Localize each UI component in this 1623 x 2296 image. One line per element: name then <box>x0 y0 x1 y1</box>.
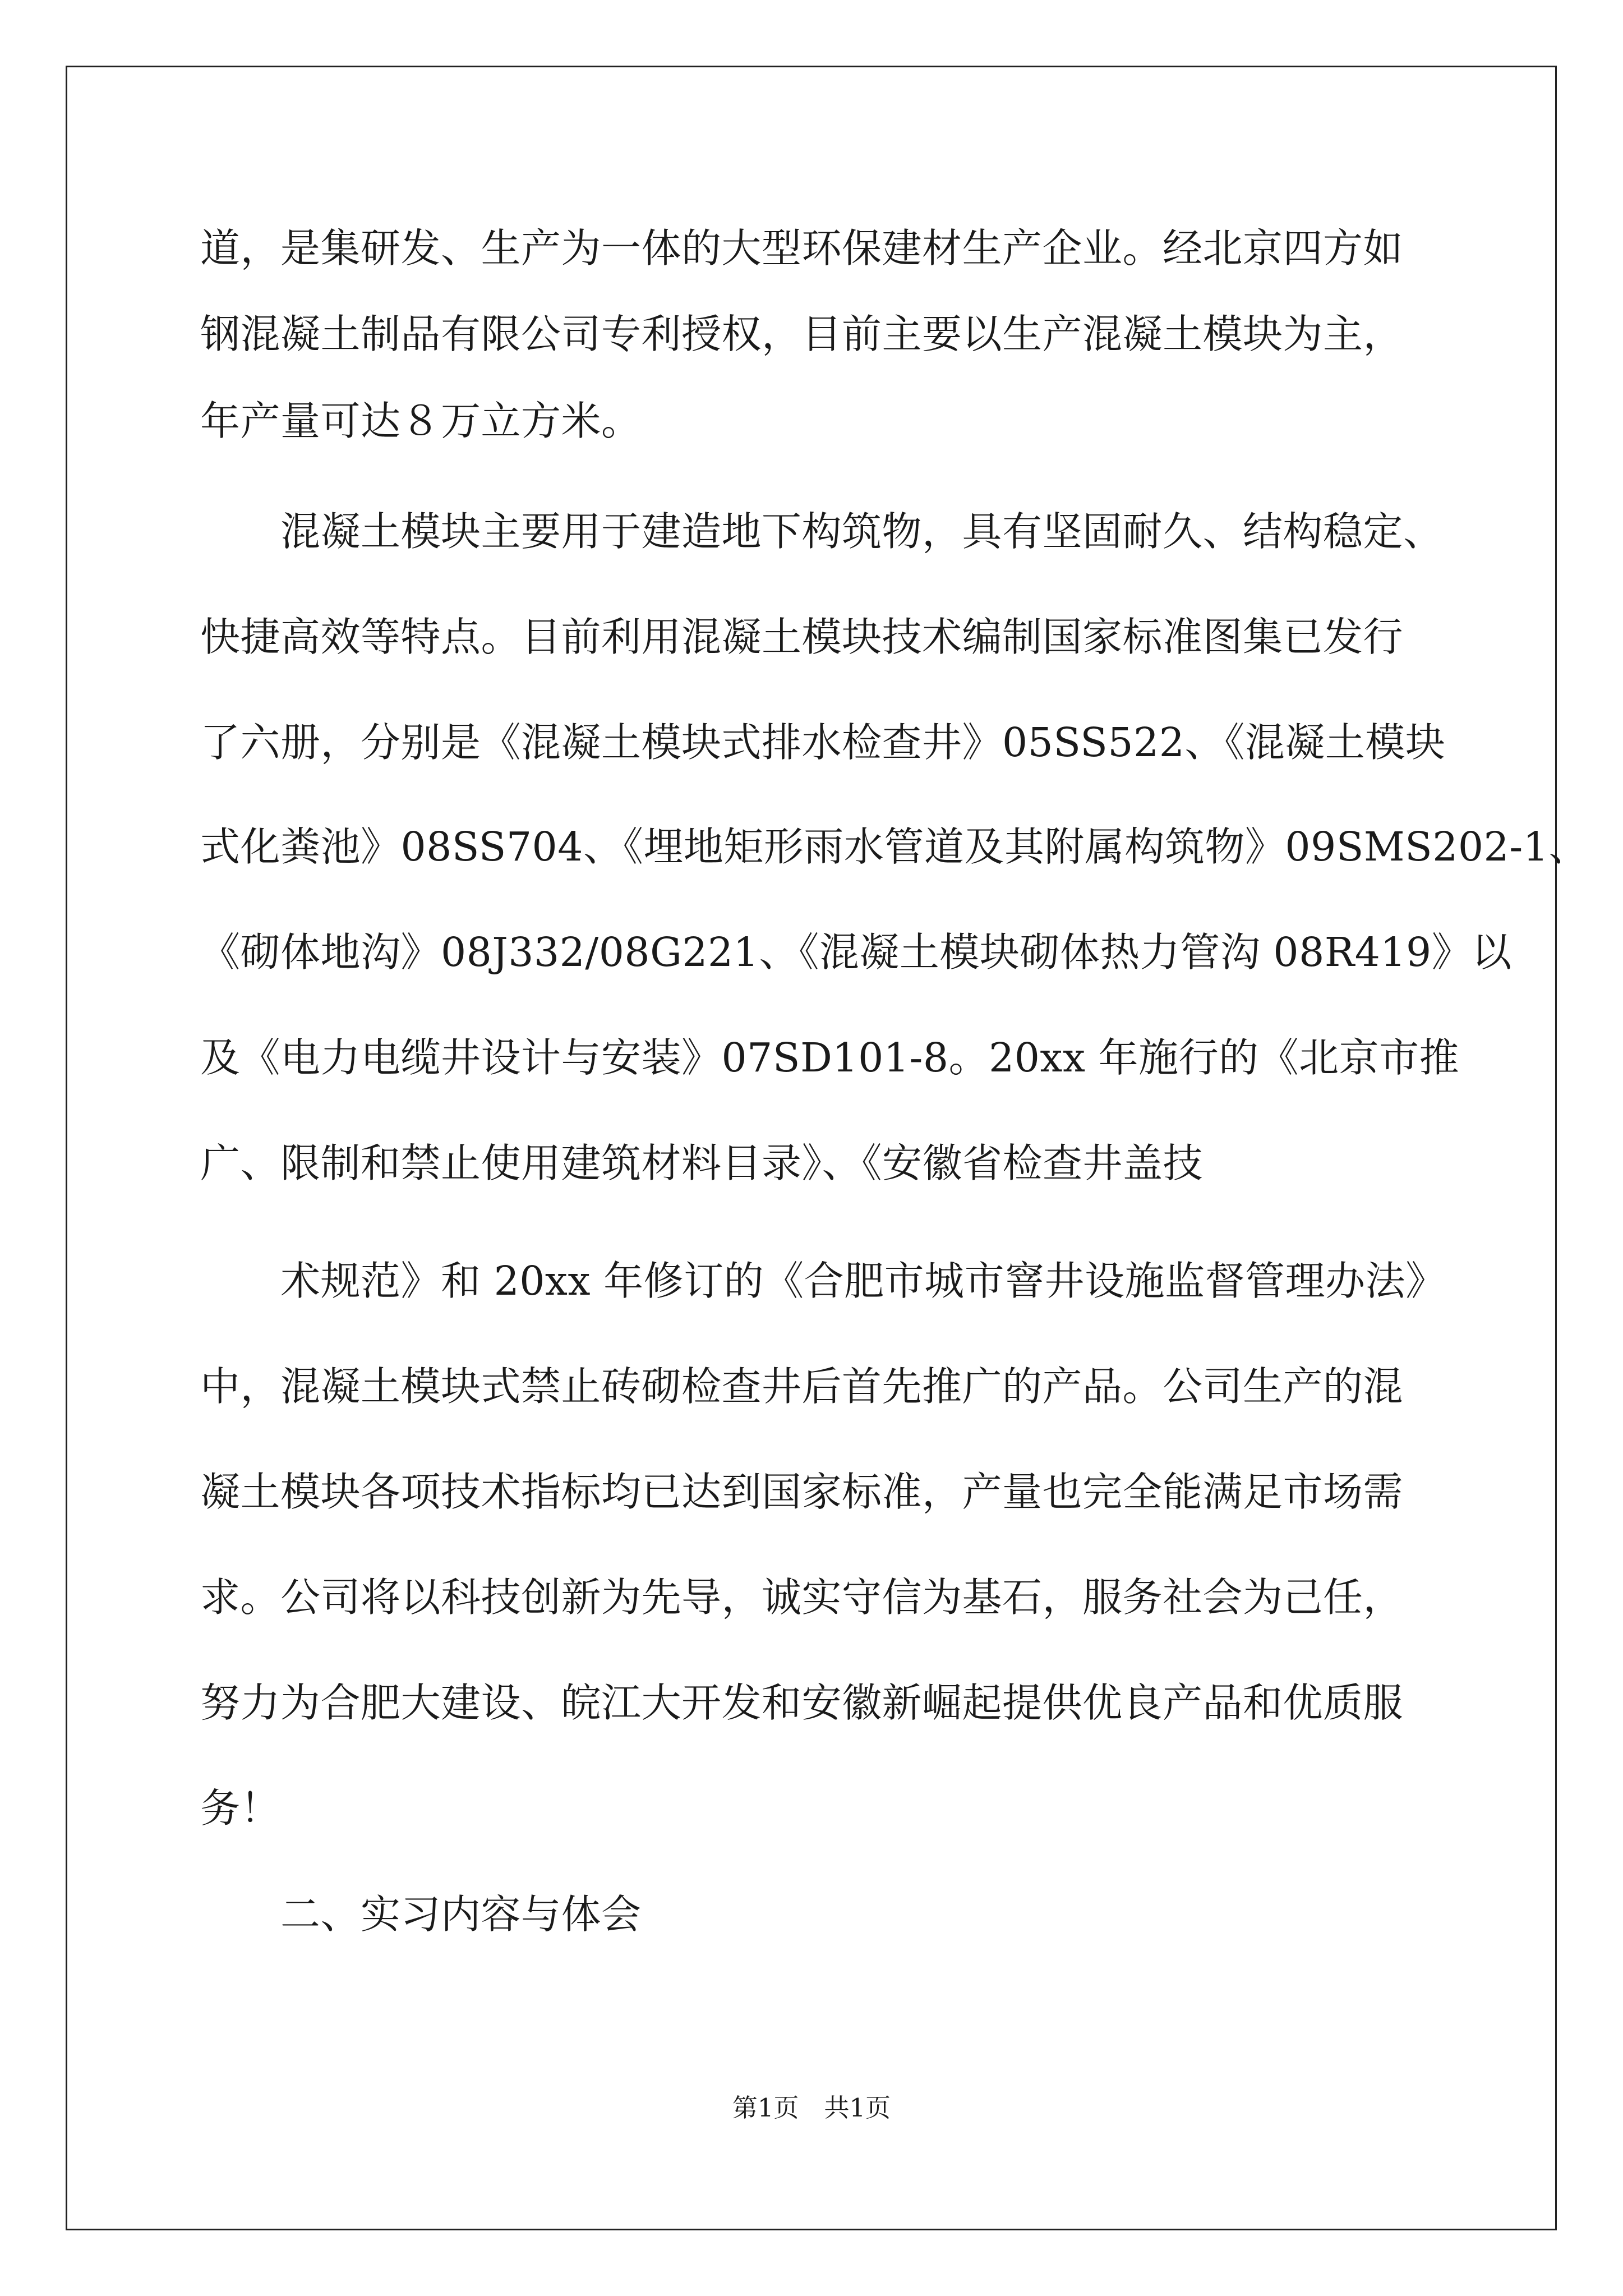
text-line: 求。公司将以科技创新为先导，诚实守信为基石，服务社会为己任， <box>200 1574 1404 1621</box>
text-line: 钢混凝土制品有限公司专利授权，目前主要以生产混凝土模块为主， <box>200 311 1404 357</box>
text-line: 凝土模块各项技术指标均已达到国家标准，产量也完全能满足市场需 <box>200 1469 1404 1515</box>
page-number-footer: 第1页 共1页 <box>732 2093 891 2123</box>
text-line: 术规范》和 20xx 年修订的《合肥市城市窨井设施监督管理办法》 <box>280 1258 1446 1304</box>
text-line: 式化粪池》08SS704、《埋地矩形雨水管道及其附属构筑物》09SMS202-1、 <box>200 823 1589 870</box>
text-line: 快捷高效等特点。目前利用混凝土模块技术编制国家标准图集已发行 <box>200 614 1404 660</box>
text-line: 年产量可达８万立方米。 <box>200 398 642 444</box>
paragraph-start-line: 混凝土模块主要用于建造地下构筑物，具有坚固耐久、结构稳定、 <box>280 508 1444 555</box>
text-line: 努力为合肥大建设、皖江大开发和安徽新崛起提供优良产品和优质服 <box>200 1680 1404 1726</box>
text-line: 中，混凝土模块式禁止砖砌检查井后首先推广的产品。公司生产的混 <box>200 1363 1404 1410</box>
section-heading: 二、实习内容与体会 <box>280 1891 642 1938</box>
text-line: 了六册，分别是《混凝土模块式排水检查井》05SS522、《混凝土模块 <box>200 719 1446 766</box>
text-line: 道，是集研发、生产为一体的大型环保建材生产企业。经北京四方如 <box>200 225 1404 272</box>
text-line: 《砌体地沟》08J332/08G221、《混凝土模块砌体热力管沟 08R419》以 <box>200 929 1512 976</box>
text-line: 及《电力电缆井设计与安装》07SD101-8。20xx 年施行的《北京市推 <box>200 1034 1460 1081</box>
text-line: 广、限制和禁止使用建筑材料目录》、《安徽省检查井盖技 <box>200 1140 1204 1186</box>
text-line: 务！ <box>200 1785 281 1832</box>
